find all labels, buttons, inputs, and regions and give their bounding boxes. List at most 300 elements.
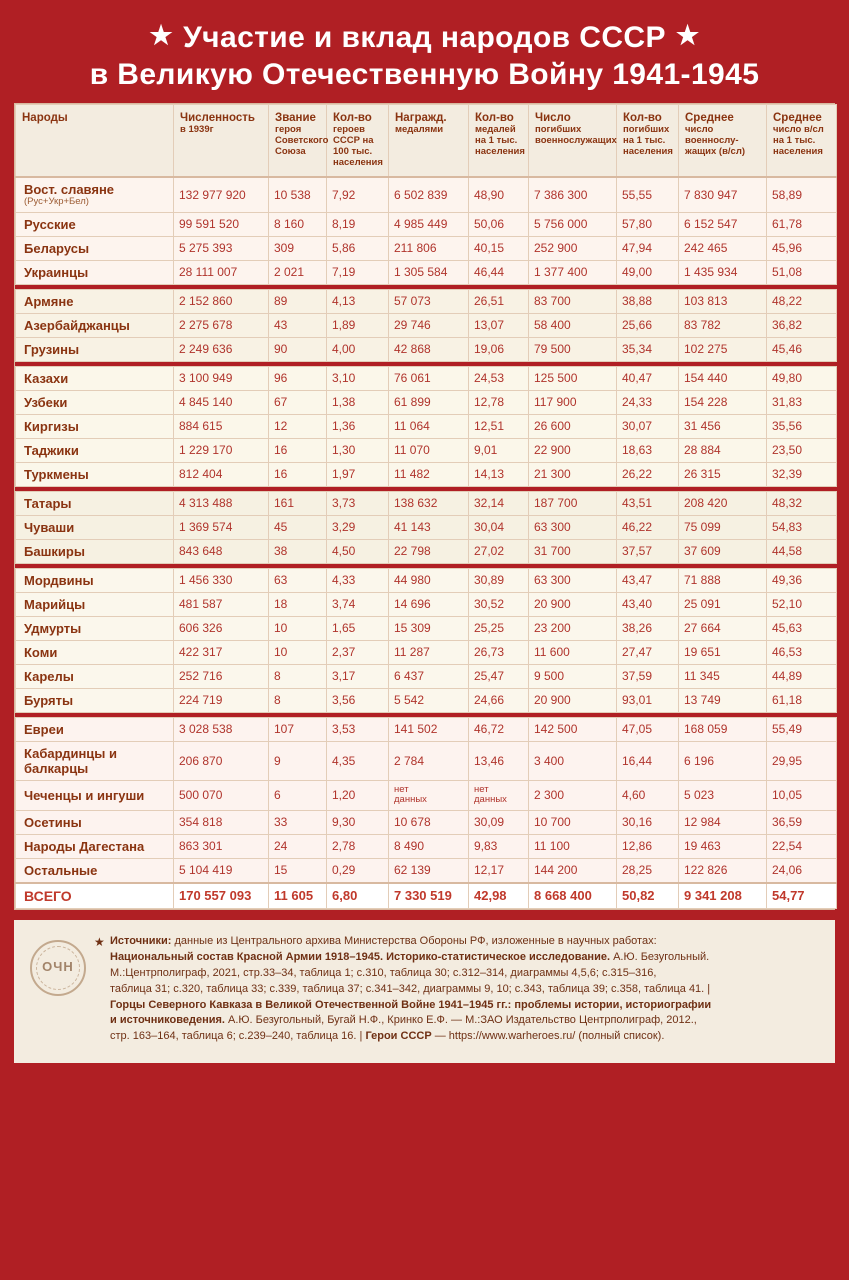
cell-col-8: 7 830 947 bbox=[679, 177, 767, 212]
cell-col-4: 141 502 bbox=[389, 717, 469, 741]
cell-col-3: 1,65 bbox=[327, 616, 389, 640]
table-body bbox=[16, 177, 837, 908]
star-left-icon: ★ bbox=[149, 20, 174, 50]
cell-col-3: 9,30 bbox=[327, 810, 389, 834]
cell-col-8: 6 196 bbox=[679, 741, 767, 780]
cell-col-1: 3 028 538 bbox=[174, 717, 269, 741]
row-people-name: Остальные bbox=[16, 858, 174, 883]
cell-col-8: 154 440 bbox=[679, 366, 767, 390]
cell-col-2: 8 bbox=[269, 688, 327, 712]
cell-col-6: 187 700 bbox=[529, 491, 617, 515]
cell-col-3: 4,00 bbox=[327, 337, 389, 361]
cell-col-8: 83 782 bbox=[679, 313, 767, 337]
cell-col-5: 13,46 bbox=[469, 741, 529, 780]
table-row bbox=[16, 568, 837, 592]
cell-col-3: 3,17 bbox=[327, 664, 389, 688]
table-row bbox=[16, 260, 837, 284]
cell-col-5: 9,83 bbox=[469, 834, 529, 858]
cell-col-2: 161 bbox=[269, 491, 327, 515]
cell-col-1: 3 100 949 bbox=[174, 366, 269, 390]
sources-line-4: таблица 31; с.320, таблица 33; с.339, таблица 37; с.341–342, диаграммы 9, 10; с.343, таблица 39; с.358, таблица 41. | bbox=[110, 982, 711, 995]
cell-col-2: 107 bbox=[269, 717, 327, 741]
total-cell-col-3: 6,80 bbox=[327, 883, 389, 909]
sources-line-5-bold: Горцы Северного Кавказа в Великой Отечественной Войне 1941–1945 гг.: проблемы истории, историографии bbox=[110, 998, 712, 1011]
total-cell-col-6: 8 668 400 bbox=[529, 883, 617, 909]
cell-col-9: 61,78 bbox=[767, 212, 837, 236]
cell-col-4: 11 482 bbox=[389, 462, 469, 486]
col-header-medals-per-1k: Кол-во медалей на 1 тыс. населения bbox=[469, 105, 529, 177]
footer-star-icon: ★ bbox=[94, 934, 105, 949]
cell-col-8: 28 884 bbox=[679, 438, 767, 462]
cell-col-4: 11 064 bbox=[389, 414, 469, 438]
cell-col-1: 606 326 bbox=[174, 616, 269, 640]
cell-col-1: 2 275 678 bbox=[174, 313, 269, 337]
table-row bbox=[16, 313, 837, 337]
cell-col-6: 7 386 300 bbox=[529, 177, 617, 212]
cell-col-7: 46,22 bbox=[617, 515, 679, 539]
total-label: ВСЕГО bbox=[16, 883, 174, 909]
cell-col-9: 49,80 bbox=[767, 366, 837, 390]
cell-col-1: 4 845 140 bbox=[174, 390, 269, 414]
cell-col-1: 5 275 393 bbox=[174, 236, 269, 260]
cell-col-6: 252 900 bbox=[529, 236, 617, 260]
cell-col-1: 5 104 419 bbox=[174, 858, 269, 883]
cell-col-7: 43,51 bbox=[617, 491, 679, 515]
cell-col-2: 24 bbox=[269, 834, 327, 858]
cell-col-6: 2 300 bbox=[529, 780, 617, 810]
cell-col-5: 24,53 bbox=[469, 366, 529, 390]
cell-col-7: 47,94 bbox=[617, 236, 679, 260]
cell-col-6: 142 500 bbox=[529, 717, 617, 741]
cell-col-5: 19,06 bbox=[469, 337, 529, 361]
header-title-line-1: Участие и вклад народов СССР bbox=[183, 21, 666, 54]
cell-col-3: 1,30 bbox=[327, 438, 389, 462]
cell-col-2: 38 bbox=[269, 539, 327, 563]
total-cell-col-8: 9 341 208 bbox=[679, 883, 767, 909]
cell-col-2: 16 bbox=[269, 438, 327, 462]
cell-col-4: 2 784 bbox=[389, 741, 469, 780]
sources-line-2: А.Ю. Безугольный. bbox=[610, 950, 710, 963]
cell-col-8: 19 463 bbox=[679, 834, 767, 858]
table-row bbox=[16, 640, 837, 664]
cell-col-4: 62 139 bbox=[389, 858, 469, 883]
cell-col-7: 30,16 bbox=[617, 810, 679, 834]
cell-col-5: 30,52 bbox=[469, 592, 529, 616]
cell-col-5: 25,25 bbox=[469, 616, 529, 640]
cell-col-3: 4,50 bbox=[327, 539, 389, 563]
cell-col-7: 43,47 bbox=[617, 568, 679, 592]
table-row bbox=[16, 717, 837, 741]
table-row bbox=[16, 810, 837, 834]
cell-col-7: 35,34 bbox=[617, 337, 679, 361]
cell-col-6: 20 900 bbox=[529, 592, 617, 616]
cell-col-1: 500 070 bbox=[174, 780, 269, 810]
seal-ring bbox=[36, 946, 80, 990]
cell-col-2: 63 bbox=[269, 568, 327, 592]
cell-col-9: 49,36 bbox=[767, 568, 837, 592]
cell-col-4: 41 143 bbox=[389, 515, 469, 539]
cell-col-1: 2 152 860 bbox=[174, 289, 269, 313]
row-people-name: Кабардинцы и балкарцы bbox=[16, 741, 174, 780]
cell-col-2: 16 bbox=[269, 462, 327, 486]
row-people-name: Грузины bbox=[16, 337, 174, 361]
cell-col-8: 31 456 bbox=[679, 414, 767, 438]
row-people-name: Евреи bbox=[16, 717, 174, 741]
cell-col-4: 138 632 bbox=[389, 491, 469, 515]
cell-col-5: 30,04 bbox=[469, 515, 529, 539]
table-row bbox=[16, 688, 837, 712]
cell-col-3: 4,13 bbox=[327, 289, 389, 313]
cell-col-9: 48,32 bbox=[767, 491, 837, 515]
sources-line-3: М.:Центрполиграф, 2021, стр.33–34, таблица 1; с.310, таблица 30; с.312–314, диаграммы 4,5,6; с.315–316, bbox=[110, 966, 657, 979]
cell-col-1: 206 870 bbox=[174, 741, 269, 780]
cell-col-7: 4,60 bbox=[617, 780, 679, 810]
sources-line-7: стр. 163–164, таблица 6; с.239–240, таблица 16. | bbox=[110, 1030, 366, 1043]
cell-col-8: 19 651 bbox=[679, 640, 767, 664]
row-people-name: Украинцы bbox=[16, 260, 174, 284]
cell-col-2: 8 160 bbox=[269, 212, 327, 236]
table-row bbox=[16, 741, 837, 780]
cell-col-7: 57,80 bbox=[617, 212, 679, 236]
cell-col-3: 5,86 bbox=[327, 236, 389, 260]
row-people-name: Узбеки bbox=[16, 390, 174, 414]
table-row bbox=[16, 212, 837, 236]
cell-col-2: 89 bbox=[269, 289, 327, 313]
cell-col-9: 45,63 bbox=[767, 616, 837, 640]
seal-stamp bbox=[30, 940, 86, 996]
table-row bbox=[16, 177, 837, 212]
cell-col-3: 1,97 bbox=[327, 462, 389, 486]
cell-col-6: 10 700 bbox=[529, 810, 617, 834]
cell-col-2: 8 bbox=[269, 664, 327, 688]
table-row bbox=[16, 236, 837, 260]
cell-col-7: 55,55 bbox=[617, 177, 679, 212]
cell-col-4: 5 542 bbox=[389, 688, 469, 712]
cell-col-9: 36,82 bbox=[767, 313, 837, 337]
cell-col-5: 27,02 bbox=[469, 539, 529, 563]
cell-col-7: 40,47 bbox=[617, 366, 679, 390]
cell-col-3: 3,73 bbox=[327, 491, 389, 515]
cell-col-3: 7,92 bbox=[327, 177, 389, 212]
cell-col-5: 50,06 bbox=[469, 212, 529, 236]
cell-col-7: 38,26 bbox=[617, 616, 679, 640]
cell-col-9: 22,54 bbox=[767, 834, 837, 858]
row-people-name: Чеченцы и ингуши bbox=[16, 780, 174, 810]
cell-col-3: 1,36 bbox=[327, 414, 389, 438]
cell-col-2: 12 bbox=[269, 414, 327, 438]
cell-col-8: 242 465 bbox=[679, 236, 767, 260]
cell-col-9: 58,89 bbox=[767, 177, 837, 212]
cell-col-3: 4,35 bbox=[327, 741, 389, 780]
cell-col-1: 422 317 bbox=[174, 640, 269, 664]
cell-col-5: 25,47 bbox=[469, 664, 529, 688]
cell-col-6: 79 500 bbox=[529, 337, 617, 361]
cell-col-7: 43,40 bbox=[617, 592, 679, 616]
total-cell-col-2: 11 605 bbox=[269, 883, 327, 909]
cell-col-6: 83 700 bbox=[529, 289, 617, 313]
cell-col-7: 28,25 bbox=[617, 858, 679, 883]
cell-col-8: 27 664 bbox=[679, 616, 767, 640]
footer-text bbox=[110, 934, 819, 1046]
total-cell-col-4: 7 330 519 bbox=[389, 883, 469, 909]
table-row bbox=[16, 834, 837, 858]
cell-col-8: 168 059 bbox=[679, 717, 767, 741]
cell-col-5: 26,51 bbox=[469, 289, 529, 313]
cell-col-4: 61 899 bbox=[389, 390, 469, 414]
cell-col-4: 42 868 bbox=[389, 337, 469, 361]
cell-col-1: 884 615 bbox=[174, 414, 269, 438]
table-row bbox=[16, 858, 837, 883]
cell-col-7: 49,00 bbox=[617, 260, 679, 284]
cell-col-6: 21 300 bbox=[529, 462, 617, 486]
sources-line-6: А.Ю. Безугольный, Бугай Н.Ф., Кринко Е.Ф. — М.:ЗАО Издательство Центрполиграф, 2012., bbox=[224, 1014, 697, 1027]
cell-col-1: 132 977 920 bbox=[174, 177, 269, 212]
cell-col-3: 2,78 bbox=[327, 834, 389, 858]
sources-line-1: данные из Центрального архива Министерства Обороны РФ, изложенные в научных работах: bbox=[171, 934, 657, 947]
cell-col-4: 22 798 bbox=[389, 539, 469, 563]
cell-col-4: 15 309 bbox=[389, 616, 469, 640]
cell-col-2: 10 bbox=[269, 616, 327, 640]
row-people-name: Таджики bbox=[16, 438, 174, 462]
row-people-name: Беларусы bbox=[16, 236, 174, 260]
cell-col-3: 4,33 bbox=[327, 568, 389, 592]
cell-col-8: 13 749 bbox=[679, 688, 767, 712]
cell-col-7: 38,88 bbox=[617, 289, 679, 313]
cell-col-9: 48,22 bbox=[767, 289, 837, 313]
row-people-name: Армяне bbox=[16, 289, 174, 313]
cell-col-2: 67 bbox=[269, 390, 327, 414]
total-cell-col-7: 50,82 bbox=[617, 883, 679, 909]
table-row bbox=[16, 780, 837, 810]
cell-col-9: 55,49 bbox=[767, 717, 837, 741]
row-people-name: Народы Дагестана bbox=[16, 834, 174, 858]
cell-col-4: 10 678 bbox=[389, 810, 469, 834]
cell-col-8: 26 315 bbox=[679, 462, 767, 486]
sources-line-6-bold: и источниковедения. bbox=[110, 1014, 225, 1027]
cell-col-8: 154 228 bbox=[679, 390, 767, 414]
row-people-name: Туркмены bbox=[16, 462, 174, 486]
cell-col-9: 31,83 bbox=[767, 390, 837, 414]
cell-col-6: 1 377 400 bbox=[529, 260, 617, 284]
cell-col-6: 117 900 bbox=[529, 390, 617, 414]
total-cell-col-9: 54,77 bbox=[767, 883, 837, 909]
sources-label: Источники: bbox=[110, 934, 172, 947]
cell-col-3: 1,89 bbox=[327, 313, 389, 337]
cell-col-2: 2 021 bbox=[269, 260, 327, 284]
cell-col-7: 37,57 bbox=[617, 539, 679, 563]
cell-col-7: 93,01 bbox=[617, 688, 679, 712]
cell-col-7: 18,63 bbox=[617, 438, 679, 462]
cell-col-4: нет данных bbox=[389, 780, 469, 810]
cell-col-7: 27,47 bbox=[617, 640, 679, 664]
cell-col-9: 29,95 bbox=[767, 741, 837, 780]
cell-col-2: 43 bbox=[269, 313, 327, 337]
table-header-row bbox=[16, 105, 837, 177]
cell-col-2: 33 bbox=[269, 810, 327, 834]
cell-col-8: 11 345 bbox=[679, 664, 767, 688]
header-line-1 bbox=[14, 20, 835, 57]
cell-col-2: 18 bbox=[269, 592, 327, 616]
cell-col-5: 14,13 bbox=[469, 462, 529, 486]
poster-header bbox=[14, 14, 835, 103]
col-header-peoples: Народы bbox=[16, 105, 174, 177]
cell-col-6: 144 200 bbox=[529, 858, 617, 883]
cell-col-8: 208 420 bbox=[679, 491, 767, 515]
cell-col-6: 22 900 bbox=[529, 438, 617, 462]
cell-col-9: 24,06 bbox=[767, 858, 837, 883]
cell-col-1: 812 404 bbox=[174, 462, 269, 486]
row-people-name: Русские bbox=[16, 212, 174, 236]
cell-col-5: 12,78 bbox=[469, 390, 529, 414]
row-people-name: Татары bbox=[16, 491, 174, 515]
cell-col-6: 63 300 bbox=[529, 568, 617, 592]
cell-col-2: 96 bbox=[269, 366, 327, 390]
cell-col-5: 26,73 bbox=[469, 640, 529, 664]
cell-col-1: 843 648 bbox=[174, 539, 269, 563]
row-people-name: Вост. славяне (Рус+Укр+Бел) bbox=[16, 177, 174, 212]
cell-col-9: 44,58 bbox=[767, 539, 837, 563]
cell-col-8: 103 813 bbox=[679, 289, 767, 313]
cell-col-1: 4 313 488 bbox=[174, 491, 269, 515]
cell-col-9: 10,05 bbox=[767, 780, 837, 810]
cell-col-5: 48,90 bbox=[469, 177, 529, 212]
cell-col-6: 58 400 bbox=[529, 313, 617, 337]
col-header-medals: Награжд. медалями bbox=[389, 105, 469, 177]
col-header-killed: Число погибших военнослужащих bbox=[529, 105, 617, 177]
cell-col-4: 57 073 bbox=[389, 289, 469, 313]
cell-col-7: 25,66 bbox=[617, 313, 679, 337]
cell-col-4: 8 490 bbox=[389, 834, 469, 858]
col-header-hero-title: Звание героя Советского Союза bbox=[269, 105, 327, 177]
col-header-heroes-per-100k: Кол-во героев СССР на 100 тыс. населения bbox=[327, 105, 389, 177]
cell-col-2: 15 bbox=[269, 858, 327, 883]
cell-col-6: 3 400 bbox=[529, 741, 617, 780]
cell-col-4: 1 305 584 bbox=[389, 260, 469, 284]
cell-col-7: 16,44 bbox=[617, 741, 679, 780]
peoples-contribution-table bbox=[15, 104, 837, 909]
cell-col-1: 863 301 bbox=[174, 834, 269, 858]
cell-col-2: 6 bbox=[269, 780, 327, 810]
sources-line-7-tail: — https://www.warheroes.ru/ (полный список). bbox=[431, 1030, 665, 1043]
cell-col-6: 63 300 bbox=[529, 515, 617, 539]
cell-col-3: 3,56 bbox=[327, 688, 389, 712]
cell-col-9: 32,39 bbox=[767, 462, 837, 486]
table-row bbox=[16, 337, 837, 361]
cell-col-1: 481 587 bbox=[174, 592, 269, 616]
cell-col-8: 1 435 934 bbox=[679, 260, 767, 284]
cell-col-5: 46,44 bbox=[469, 260, 529, 284]
cell-col-3: 1,38 bbox=[327, 390, 389, 414]
total-cell-col-1: 170 557 093 bbox=[174, 883, 269, 909]
table-row bbox=[16, 592, 837, 616]
cell-col-6: 31 700 bbox=[529, 539, 617, 563]
cell-col-2: 10 538 bbox=[269, 177, 327, 212]
row-people-name: Башкиры bbox=[16, 539, 174, 563]
cell-col-3: 2,37 bbox=[327, 640, 389, 664]
cell-col-5: 13,07 bbox=[469, 313, 529, 337]
row-people-name: Буряты bbox=[16, 688, 174, 712]
cell-col-2: 90 bbox=[269, 337, 327, 361]
cell-col-4: 14 696 bbox=[389, 592, 469, 616]
cell-col-1: 252 716 bbox=[174, 664, 269, 688]
cell-col-1: 99 591 520 bbox=[174, 212, 269, 236]
table-row bbox=[16, 414, 837, 438]
cell-col-7: 26,22 bbox=[617, 462, 679, 486]
row-people-name: Мордвины bbox=[16, 568, 174, 592]
cell-col-9: 45,96 bbox=[767, 236, 837, 260]
header-title-line-2: в Великую Отечественную Войну 1941-1945 bbox=[89, 57, 760, 91]
row-people-name: Азербайджанцы bbox=[16, 313, 174, 337]
cell-col-8: 102 275 bbox=[679, 337, 767, 361]
row-people-name: Осетины bbox=[16, 810, 174, 834]
star-right-icon: ★ bbox=[675, 20, 700, 50]
table-row bbox=[16, 664, 837, 688]
cell-col-1: 354 818 bbox=[174, 810, 269, 834]
table-total-row bbox=[16, 883, 837, 909]
cell-col-4: 4 985 449 bbox=[389, 212, 469, 236]
cell-col-8: 25 091 bbox=[679, 592, 767, 616]
cell-col-9: 44,89 bbox=[767, 664, 837, 688]
cell-col-7: 30,07 bbox=[617, 414, 679, 438]
cell-col-1: 1 369 574 bbox=[174, 515, 269, 539]
table-row bbox=[16, 438, 837, 462]
cell-col-1: 2 249 636 bbox=[174, 337, 269, 361]
cell-col-2: 9 bbox=[269, 741, 327, 780]
row-people-name: Марийцы bbox=[16, 592, 174, 616]
cell-col-4: 44 980 bbox=[389, 568, 469, 592]
cell-col-3: 3,10 bbox=[327, 366, 389, 390]
cell-col-8: 5 023 bbox=[679, 780, 767, 810]
cell-col-1: 1 229 170 bbox=[174, 438, 269, 462]
cell-col-6: 125 500 bbox=[529, 366, 617, 390]
table-row bbox=[16, 515, 837, 539]
cell-col-8: 75 099 bbox=[679, 515, 767, 539]
sources-line-7-bold: Герои СССР bbox=[365, 1030, 432, 1043]
cell-col-6: 26 600 bbox=[529, 414, 617, 438]
cell-col-4: 29 746 bbox=[389, 313, 469, 337]
cell-col-7: 47,05 bbox=[617, 717, 679, 741]
col-header-population-1939: Численность в 1939г bbox=[174, 105, 269, 177]
table-row bbox=[16, 539, 837, 563]
data-table-container bbox=[14, 103, 835, 910]
cell-col-5: 40,15 bbox=[469, 236, 529, 260]
cell-col-9: 54,83 bbox=[767, 515, 837, 539]
cell-col-9: 23,50 bbox=[767, 438, 837, 462]
cell-col-4: 11 070 bbox=[389, 438, 469, 462]
seal-label: ОЧН bbox=[42, 959, 74, 975]
cell-col-9: 36,59 bbox=[767, 810, 837, 834]
cell-col-3: 7,19 bbox=[327, 260, 389, 284]
cell-col-3: 1,20 bbox=[327, 780, 389, 810]
cell-col-8: 12 984 bbox=[679, 810, 767, 834]
cell-col-9: 52,10 bbox=[767, 592, 837, 616]
cell-col-6: 11 100 bbox=[529, 834, 617, 858]
row-people-name: Киргизы bbox=[16, 414, 174, 438]
cell-col-2: 309 bbox=[269, 236, 327, 260]
row-people-name: Чуваши bbox=[16, 515, 174, 539]
cell-col-5: 9,01 bbox=[469, 438, 529, 462]
cell-col-5: 24,66 bbox=[469, 688, 529, 712]
cell-col-3: 3,74 bbox=[327, 592, 389, 616]
cell-col-9: 45,46 bbox=[767, 337, 837, 361]
table-row bbox=[16, 289, 837, 313]
total-cell-col-5: 42,98 bbox=[469, 883, 529, 909]
cell-col-6: 11 600 bbox=[529, 640, 617, 664]
row-people-subname: (Рус+Укр+Бел) bbox=[24, 196, 89, 208]
table-head bbox=[16, 105, 837, 177]
cell-col-1: 1 456 330 bbox=[174, 568, 269, 592]
cell-col-9: 61,18 bbox=[767, 688, 837, 712]
